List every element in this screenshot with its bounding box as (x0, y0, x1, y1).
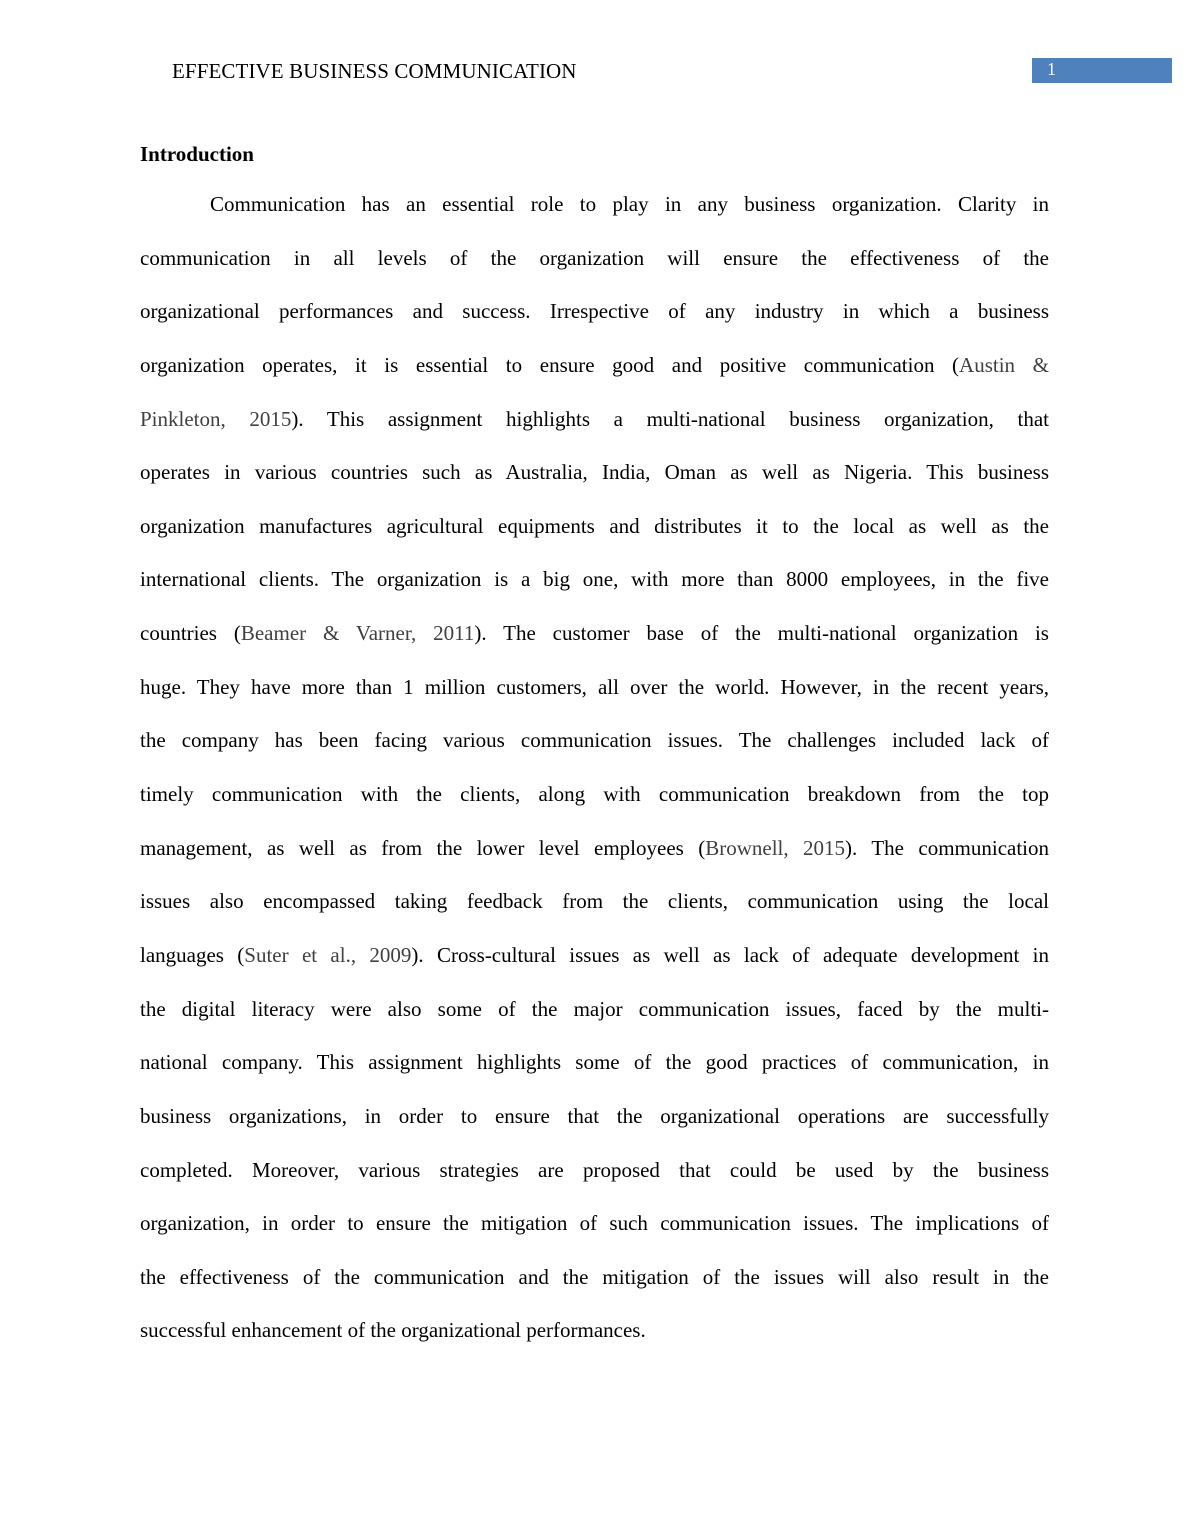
citation: Suter et al., 2009 (244, 942, 412, 967)
paragraph-line: the digital literacy were also some of the major communication issues, faced by the multi- (140, 996, 1049, 1021)
paragraph-line: organization, in order to ensure the mitigation of such communication issues. The implications of (140, 1211, 1049, 1236)
paragraph-line: international clients. The organization is a big one, with more than 8000 employees, in the five (140, 567, 1049, 592)
paragraph-line: timely communication with the clients, along with communication breakdown from the top (140, 782, 1049, 807)
section-heading: Introduction (140, 142, 254, 166)
paragraph-line: communication in all levels of the organization will ensure the effectiveness of the (140, 245, 1049, 270)
citation: Brownell, 2015 (705, 835, 846, 860)
paragraph-line: countries (Beamer & Varner, 2011). The customer base of the multi-national organization is (140, 621, 1049, 646)
paragraph-line: the effectiveness of the communication and the mitigation of the issues will also result in the (140, 1264, 1049, 1289)
citation: Beamer & Varner, 2011 (240, 621, 475, 646)
page-number-box (1032, 58, 1172, 83)
paragraph-line: organizational performances and success. Irrespective of any industry in which a business (140, 299, 1049, 324)
introduction-paragraph (140, 178, 1049, 1358)
paragraph-line: languages (Suter et al., 2009). Cross-cultural issues as well as lack of adequate development in (140, 942, 1050, 967)
paragraph-line: national company. This assignment highlights some of the good practices of communication, in (140, 1050, 1049, 1075)
paragraph-line: successful enhancement of the organizational performances. (140, 1318, 646, 1343)
citation: Austin & (959, 352, 1049, 377)
citation: Pinkleton, 2015 (140, 406, 292, 431)
paragraph-line: Communication has an essential role to play in any business organization. Clarity in (210, 192, 1049, 216)
running-head: EFFECTIVE BUSINESS COMMUNICATION (172, 59, 577, 83)
page-number: 1 (1047, 59, 1056, 79)
paragraph-line: business organizations, in order to ensure that the organizational operations are successfully (140, 1103, 1049, 1128)
paragraph-line: organization operates, it is essential to ensure good and positive communication (Austin & (140, 352, 1049, 377)
paragraph-line: Pinkleton, 2015). This assignment highlights a multi-national business organization, that (140, 406, 1049, 431)
paragraph-line: completed. Moreover, various strategies are proposed that could be used by the business (140, 1157, 1049, 1182)
paragraph-line: operates in various countries such as Australia, India, Oman as well as Nigeria. This business (140, 460, 1049, 485)
paragraph-line: organization manufactures agricultural equipments and distributes it to the local as well as the (140, 513, 1049, 538)
paragraph-line: issues also encompassed taking feedback from the clients, communication using the local (140, 889, 1049, 914)
paragraph-line: the company has been facing various communication issues. The challenges included lack of (140, 728, 1049, 753)
paragraph-line: huge. They have more than 1 million customers, all over the world. However, in the recent years, (140, 674, 1049, 699)
paragraph-line: management, as well as from the lower level employees (Brownell, 2015). The communication (140, 835, 1050, 860)
